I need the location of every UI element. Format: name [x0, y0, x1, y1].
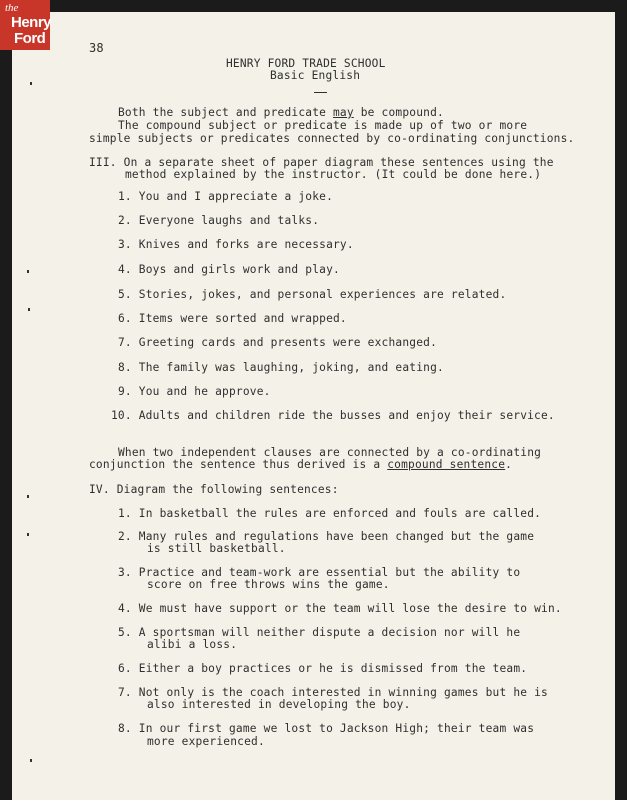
exercise-item: 6. Either a boy practices or he is dismissed from the team.: [118, 662, 528, 675]
logo-ford: Ford: [14, 30, 46, 47]
exercise-item: 7. Not only is the coach interested in winning games but he is: [118, 686, 548, 699]
exercise-item: 1. In basketball the rules are enforced and fouls are called.: [118, 507, 542, 520]
exercise-item: 4. We must have support or the team will lose the desire to win.: [118, 602, 562, 615]
exercise-item: 6. Items were sorted and wrapped.: [118, 312, 347, 325]
margin-mark: [28, 308, 30, 311]
intro-text: Both the subject and predicate: [118, 106, 333, 119]
henry-ford-logo: [0, 0, 50, 50]
course-title: Basic English: [270, 69, 361, 82]
exercise-item: 7. Greeting cards and presents were exchanged.: [118, 336, 438, 349]
exercise-item: 10. Adults and children ride the busses and enjoy their service.: [111, 409, 555, 422]
margin-mark: [27, 495, 29, 498]
exercise-item-cont: also interested in developing the boy.: [147, 698, 411, 711]
section-4-heading: IV. Diagram the following sentences:: [89, 483, 339, 496]
exercise-item: 8. The family was laughing, joking, and eating.: [118, 361, 444, 374]
exercise-item: 9. You and he approve.: [118, 385, 271, 398]
exercise-item-cont: score on free throws wins the game.: [147, 578, 390, 591]
intro-text: be compound.: [353, 106, 444, 119]
exercise-item-cont: is still basketball.: [147, 542, 286, 555]
exercise-item: 4. Boys and girls work and play.: [118, 263, 340, 276]
section-3-heading-cont: method explained by the instructor. (It could be done here.): [125, 168, 542, 181]
school-title: HENRY FORD TRADE SCHOOL: [226, 57, 386, 70]
margin-mark: [27, 270, 29, 273]
section-3-heading: III. On a separate sheet of paper diagram these sentences using the: [89, 156, 554, 169]
exercise-item: 3. Practice and team-work are essential but the ability to: [118, 566, 521, 579]
margin-mark: [30, 759, 32, 762]
compound-note-text: conjunction the sentence thus derived is a: [89, 458, 388, 471]
exercise-item-cont: more experienced.: [147, 735, 265, 748]
margin-mark: [27, 533, 29, 536]
intro-line-3: simple subjects or predicates connected by co-ordinating conjunctions.: [89, 132, 575, 145]
compound-note-line-1: When two independent clauses are connected by a co-ordinating: [118, 446, 542, 459]
exercise-item: 8. In our first game we lost to Jackson High; their team was: [118, 722, 535, 735]
title-rule: [314, 92, 327, 93]
intro-line-1: [118, 107, 444, 119]
exercise-item: 5. A sportsman will neither dispute a decision nor will he: [118, 626, 521, 639]
exercise-item: 3. Knives and forks are necessary.: [118, 238, 354, 251]
exercise-item: 5. Stories, jokes, and personal experiences are related.: [118, 288, 507, 301]
underlined-compound-sentence: compound sentence: [387, 458, 506, 471]
page-number: 38: [89, 41, 104, 55]
compound-note-text: .: [505, 458, 513, 471]
underlined-may: may: [333, 106, 354, 119]
margin-mark: [30, 82, 32, 85]
intro-line-2: The compound subject or predicate is made up of two or more: [118, 119, 528, 132]
logo-henry: Henry: [11, 14, 52, 31]
exercise-item-cont: alibi a loss.: [147, 638, 238, 651]
exercise-item: 2. Many rules and regulations have been changed but the game: [118, 530, 535, 543]
logo-the: the: [5, 2, 19, 14]
compound-note-line-2: [89, 459, 512, 471]
exercise-item: 2. Everyone laughs and talks.: [118, 214, 320, 227]
exercise-item: 1. You and I appreciate a joke.: [118, 190, 333, 203]
